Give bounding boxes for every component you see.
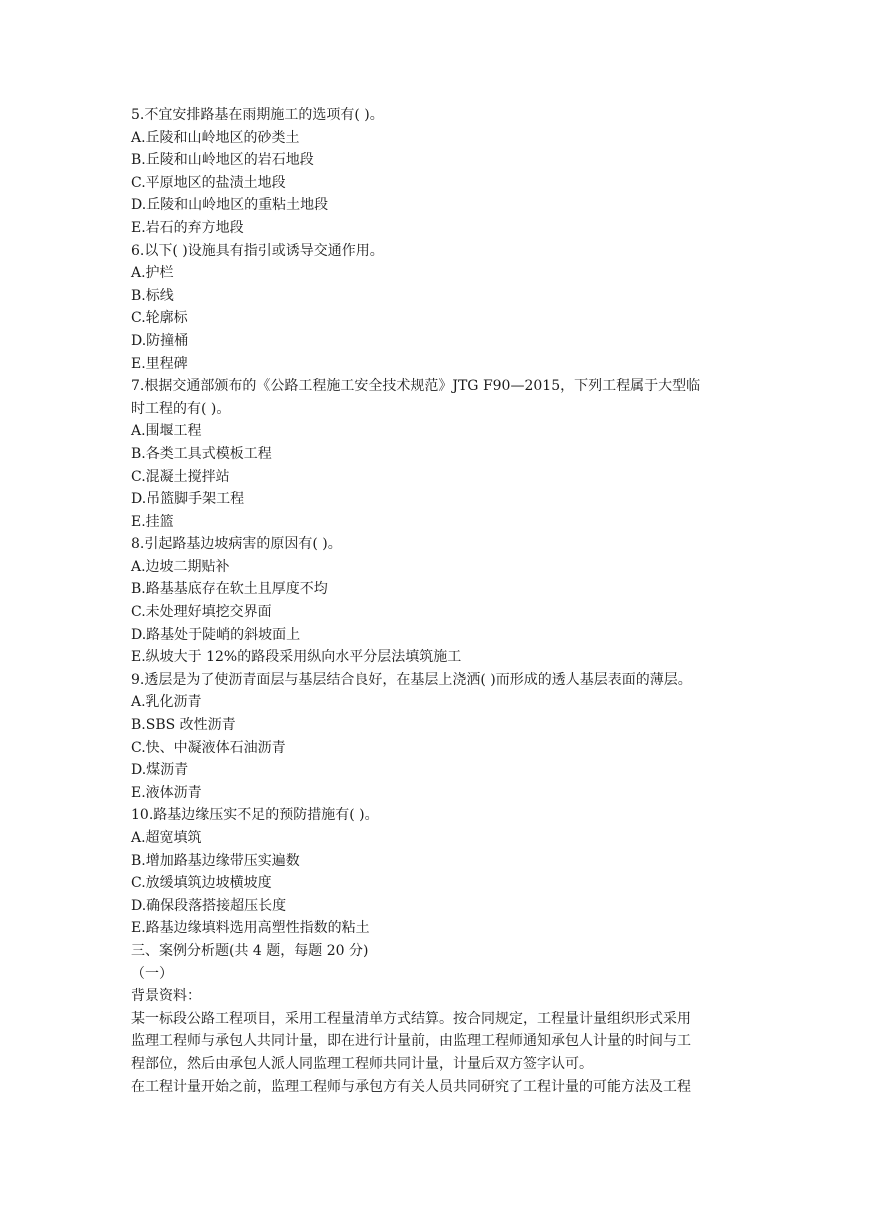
option-d: D.路基处于陡峭的斜坡面上 [131, 626, 301, 643]
option-c: C.未处理好填挖交界面 [131, 604, 272, 621]
question-7 [131, 375, 743, 533]
question-stem: 5.不宜安排路基在雨期施工的选项有( )。 [131, 107, 384, 123]
section-heading: 三、案例分析题(共 4 题，每题 20 分) [131, 942, 369, 959]
option-d: D.煤沥青 [131, 762, 189, 779]
paragraph-line: 监理工程师与承包人共同计量，即在进行计量前，由监理工程师通知承包人计量的时间与工 [131, 1033, 691, 1050]
option-e: E.岩石的弃方地段 [131, 219, 244, 236]
question-stem: 7.根据交通部颁布的《公路工程施工安全技术规范》JTG F90—2015，下列工程属于大型临 [131, 378, 701, 395]
option-d: D.防撞桶 [131, 332, 189, 349]
option-d: D.吊篮脚手架工程 [131, 491, 245, 508]
option-b: B.增加路基边缘带压实遍数 [131, 852, 300, 869]
option-b: B.各类工具式模板工程 [131, 445, 272, 462]
question-stem: 6.以下( )设施具有指引或诱导交通作用。 [131, 242, 384, 259]
option-d: D.丘陵和山岭地区的重粘土地段 [131, 197, 329, 214]
option-b: B.标线 [131, 287, 174, 304]
question-stem-continued: 时工程的有( )。 [131, 400, 231, 417]
option-e: E.纵坡大于 12%的路段采用纵向水平分层法填筑施工 [131, 649, 462, 666]
paragraph-line: 程部位，然后由承包人派人同监理工程师共同计量，计量后双方签字认可。 [131, 1055, 593, 1072]
option-a: A.超宽填筑 [131, 830, 202, 846]
option-c: C.平原地区的盐渍土地段 [131, 174, 286, 191]
document-page [131, 104, 743, 1098]
option-c: C.混凝土搅拌站 [131, 468, 230, 485]
option-a: A.乳化沥青 [131, 694, 202, 711]
option-e: E.里程碑 [131, 355, 188, 372]
option-a: A.围堰工程 [131, 423, 202, 440]
background-paragraph [131, 1076, 743, 1099]
question-stem: 10.路基边缘压实不足的预防措施有( )。 [131, 807, 379, 824]
option-a: A.护栏 [131, 265, 174, 282]
option-d: D.确保段落搭接超压长度 [131, 897, 287, 914]
case-number: （一） [131, 965, 173, 982]
case-analysis-section [131, 940, 743, 1098]
paragraph-line: 在工程计量开始之前，监理工程师与承包方有关人员共同研究了工程计量的可能方法及工程 [131, 1078, 691, 1095]
question-6 [131, 240, 743, 376]
option-c: C.放缓填筑边坡横坡度 [131, 875, 272, 892]
option-a: A.丘陵和山岭地区的砂类土 [131, 129, 300, 146]
option-b: B.丘陵和山岭地区的岩石地段 [131, 152, 314, 169]
option-c: C.轮廓标 [131, 310, 188, 327]
option-e: E.液体沥青 [131, 784, 202, 801]
option-b: B.SBS 改性沥青 [131, 717, 236, 734]
question-10 [131, 804, 743, 940]
background-paragraph [131, 1008, 743, 1076]
question-5 [131, 104, 743, 240]
question-9 [131, 669, 743, 805]
paragraph-line: 某一标段公路工程项目，采用工程量清单方式结算。按合同规定，工程量计量组织形式采用 [131, 1010, 691, 1027]
option-a: A.边坡二期贴补 [131, 558, 230, 575]
option-e: E.挂篮 [131, 513, 174, 530]
option-b: B.路基基底存在软土且厚度不均 [131, 581, 328, 598]
option-e: E.路基边缘填料选用高塑性指数的粘土 [131, 920, 370, 937]
background-label: 背景资料： [131, 988, 201, 1005]
question-8 [131, 533, 743, 669]
question-stem: 8.引起路基边坡病害的原因有( )。 [131, 536, 342, 553]
question-stem: 9.透层是为了使沥青面层与基层结合良好，在基层上浇洒( )而形成的透人基层表面的薄层。 [131, 671, 692, 688]
option-c: C.快、中凝液体石油沥青 [131, 739, 286, 756]
